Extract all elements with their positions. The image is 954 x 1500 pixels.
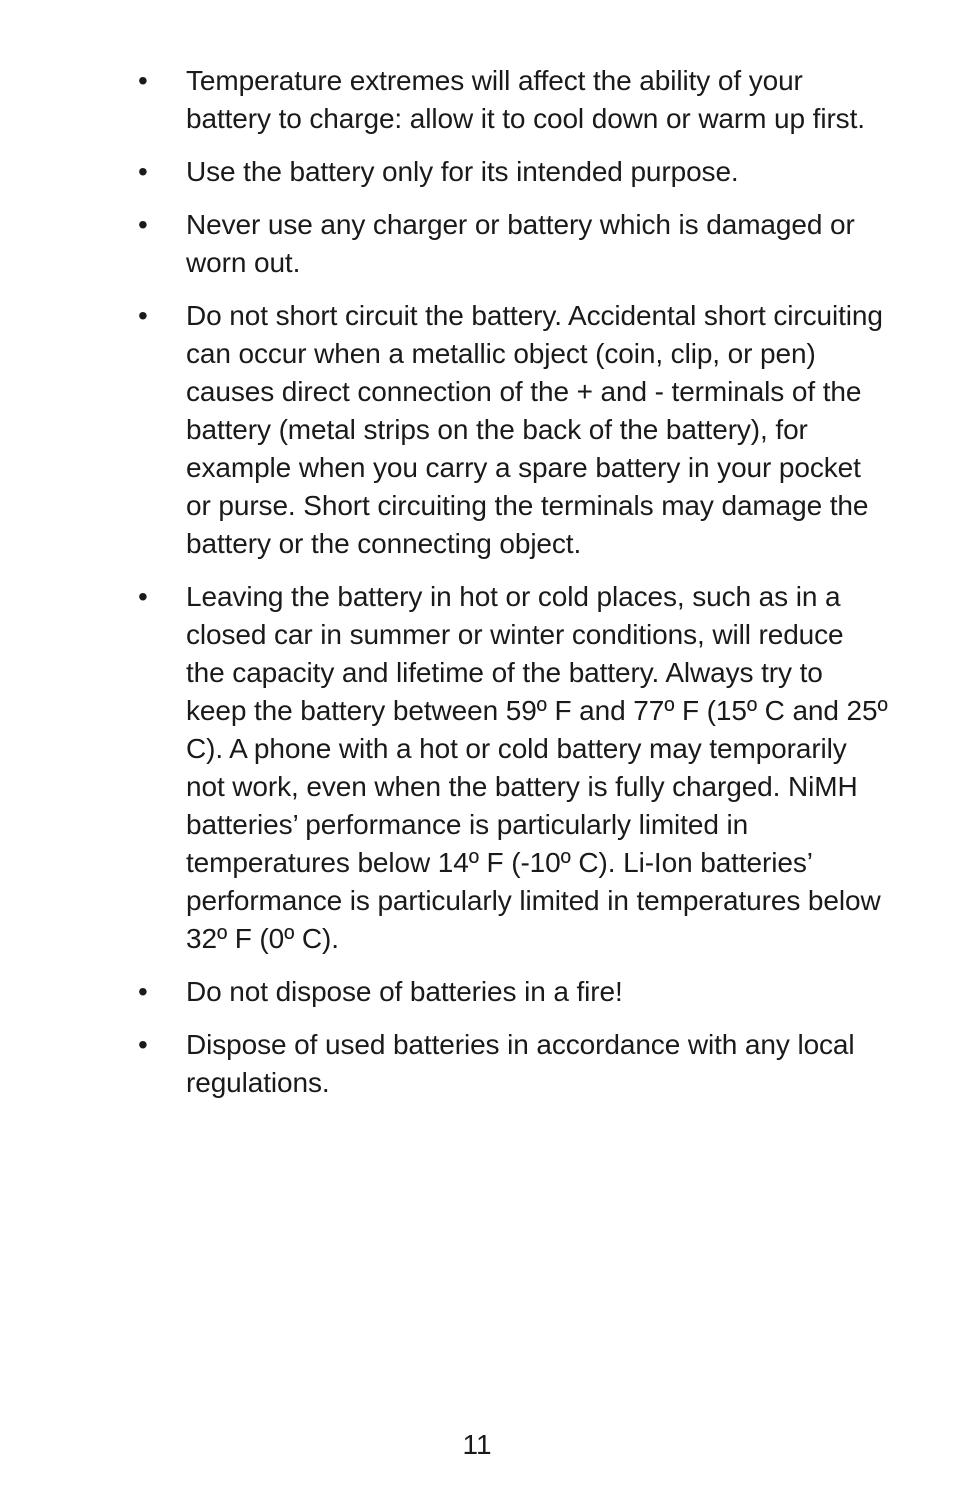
bullet-icon: • (138, 300, 148, 331)
list-item-text: Dispose of used batteries in accordance with any local regulations. (186, 1029, 855, 1098)
bullet-icon: • (138, 976, 148, 1007)
list-item-text: Use the battery only for its intended purpose. (186, 156, 739, 187)
list-item (138, 578, 888, 958)
list-item (138, 973, 888, 1011)
list-item-text: Do not dispose of batteries in a fire! (186, 976, 623, 1007)
list-item (138, 206, 888, 282)
list-item-text: Do not short circuit the battery. Accidental short circuiting can occur when a metallic object (coin, clip, or pen) causes direct connection of the + and - terminals of the battery (metal strips on the back of the battery), for example when you carry a spare battery in your pocket or purse. Short circuiting the terminals may damage the battery or the connecting object. (186, 300, 883, 559)
battery-safety-content (138, 62, 888, 1117)
bullet-icon: • (138, 1029, 148, 1060)
bullet-list (138, 62, 888, 1102)
list-item (138, 62, 888, 138)
list-item (138, 297, 888, 563)
bullet-icon: • (138, 209, 148, 240)
bullet-icon: • (138, 156, 148, 187)
list-item-text: Temperature extremes will affect the ability of your battery to charge: allow it to cool down or warm up first. (186, 65, 865, 134)
list-item-text: Never use any charger or battery which is damaged or worn out. (186, 209, 855, 278)
bullet-icon: • (138, 65, 148, 96)
page-number: 11 (462, 1429, 492, 1460)
list-item-text: Leaving the battery in hot or cold places, such as in a closed car in summer or winter conditions, will reduce the capacity and lifetime of the battery. Always try to keep the battery between 59º F and 77º F (15º C and 25º C). A phone with a hot or cold battery may temporarily not work, even when the battery is fully charged. NiMH batteries’ performance is particularly limited in temperatures below 14º F (-10º C). Li-Ion batteries’ performance is particularly limited in temperatures below 32º F (0º C). (186, 581, 888, 954)
list-item (138, 1026, 888, 1102)
list-item (138, 153, 888, 191)
bullet-icon: • (138, 581, 148, 612)
